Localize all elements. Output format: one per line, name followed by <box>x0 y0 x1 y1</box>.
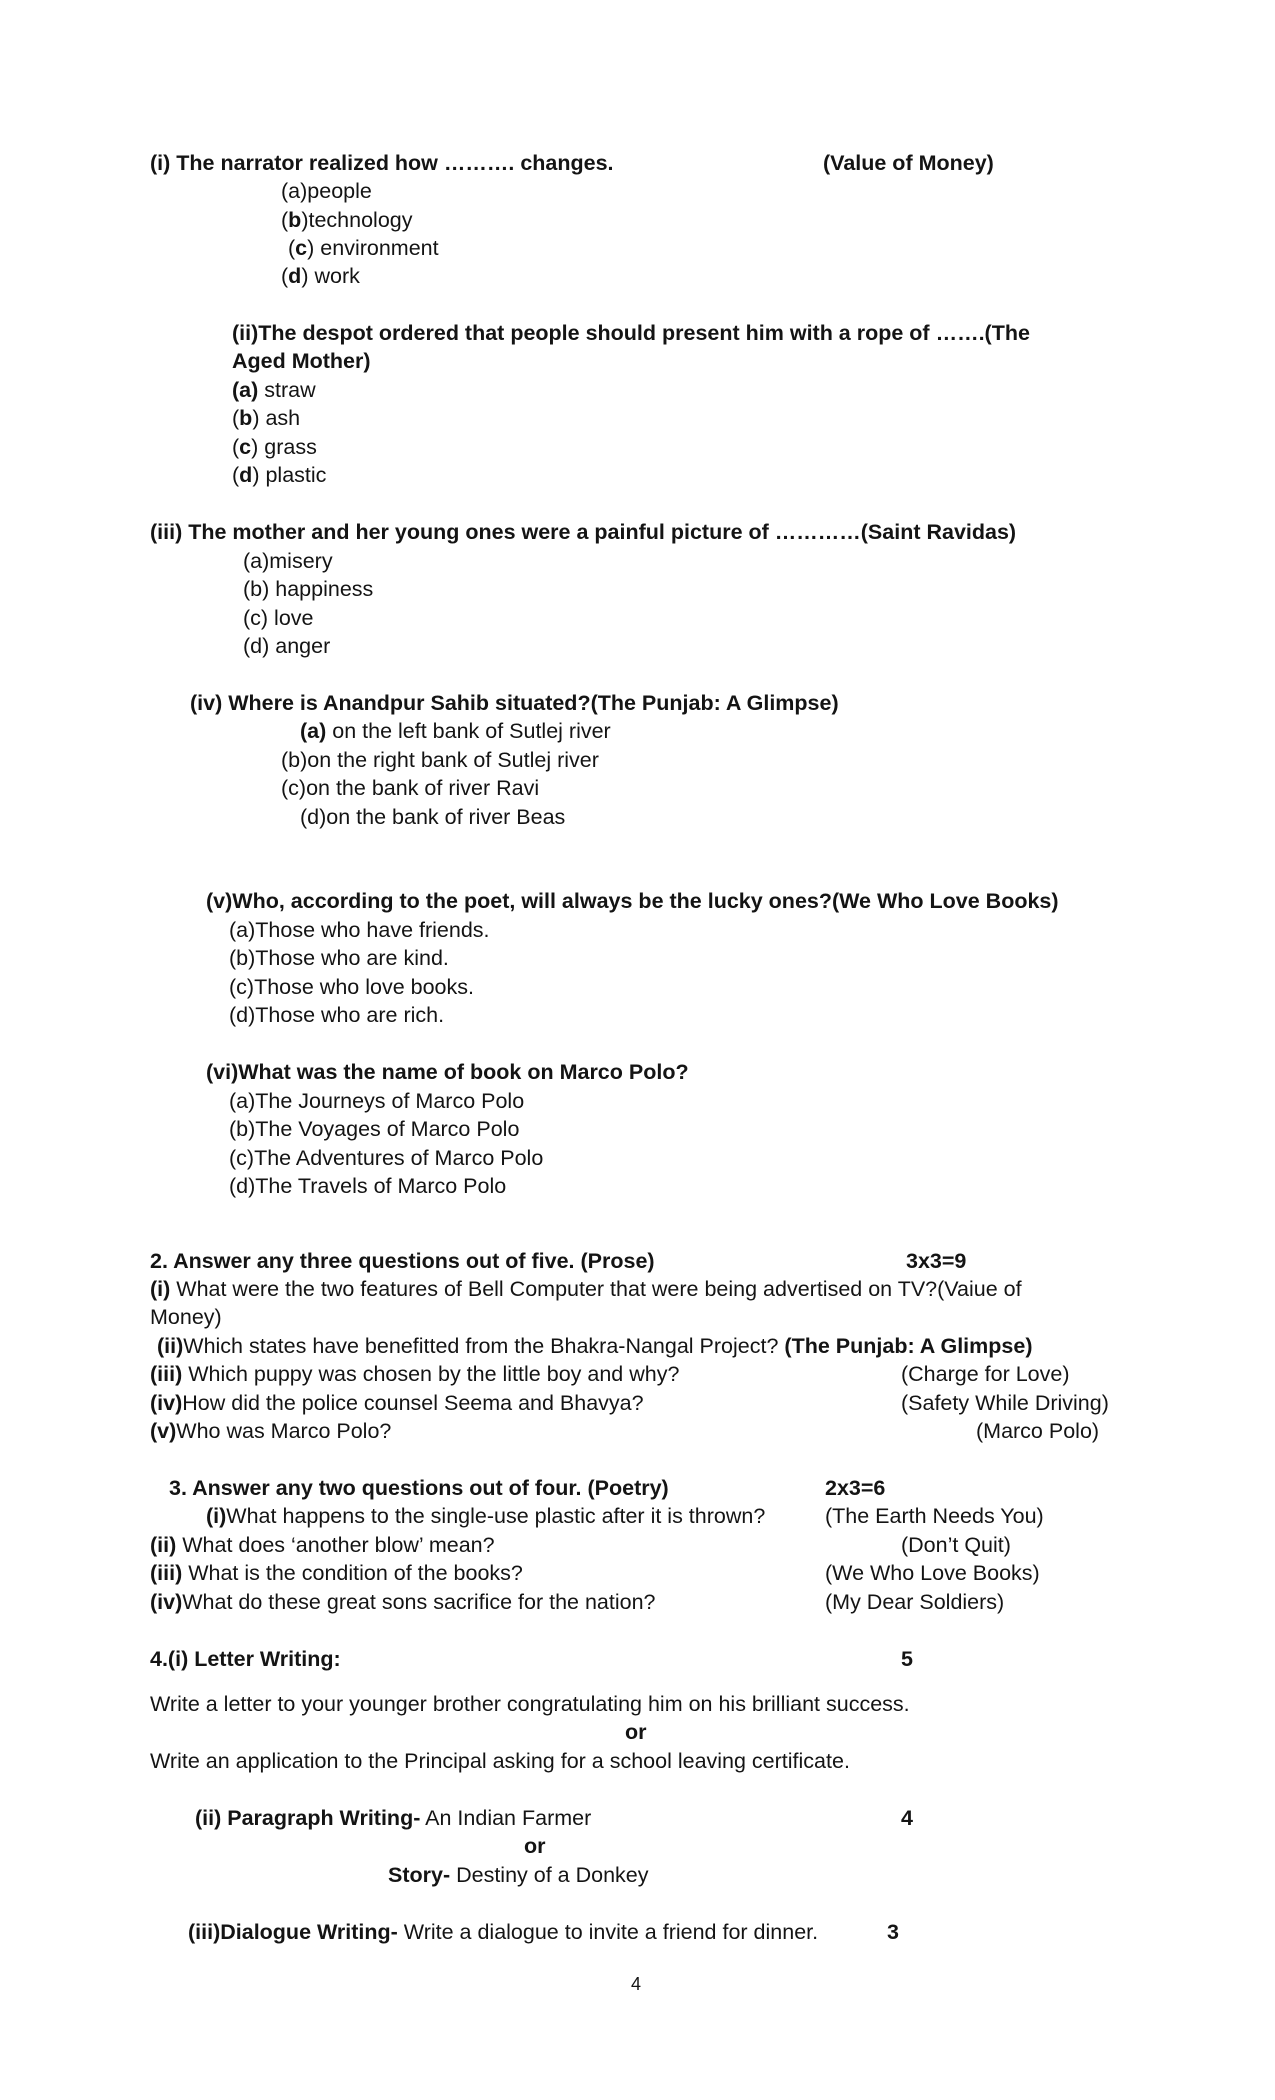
q1-iii-stem: (iii) The mother and her young ones were a painful picture of …………(Saint Ravidas) <box>150 520 1017 544</box>
task-label: (iii)Dialogue Writing- <box>188 1920 398 1944</box>
option-text: ash <box>259 406 301 430</box>
option-text: work <box>308 264 360 288</box>
q2-iii-source: (Charge for Love) <box>901 1362 1070 1386</box>
task-topic: An Indian Farmer <box>420 1806 592 1830</box>
q2-iii <box>150 1360 679 1388</box>
task-topic: Destiny of a Donkey <box>450 1863 649 1887</box>
q2-marks: 3x3=9 <box>906 1249 967 1273</box>
option-letter: d <box>288 264 302 288</box>
q4-iii-marks: 3 <box>887 1920 899 1944</box>
option-text: technology <box>308 208 413 232</box>
q1-vi-option-d: (d)The Travels of Marco Polo <box>229 1174 507 1198</box>
q1-iii-option-b: (b) happiness <box>243 577 374 601</box>
option-letter: c <box>295 236 308 260</box>
option-letter: (a) <box>232 378 259 402</box>
q1-v-option-b: (b)Those who are kind. <box>229 946 449 970</box>
q1-v-option-a: (a)Those who have friends. <box>229 918 490 942</box>
q3-i-source: (The Earth Needs You) <box>825 1504 1044 1528</box>
q3-heading: 3. Answer any two questions out of four. (Poetry) <box>169 1476 669 1500</box>
question-text: What happens to the single-use plastic after it is thrown? <box>226 1504 766 1528</box>
q1-iv-stem: (iv) Where is Anandpur Sahib situated?(The Punjab: A Glimpse) <box>190 691 839 715</box>
q4-i-marks: 5 <box>901 1647 913 1671</box>
q2-ii <box>157 1332 1032 1360</box>
q4-i-heading: 4.(i) Letter Writing: <box>150 1647 341 1671</box>
q2-iv <box>150 1389 644 1417</box>
q4-ii-paragraph <box>195 1804 591 1832</box>
question-text: What were the two features of Bell Computer that were being advertised on TV?(Vaiue of <box>170 1277 1022 1301</box>
q1-iii-option-d: (d) anger <box>243 634 331 658</box>
option-letter: d <box>239 463 253 487</box>
option-text: plastic <box>259 463 327 487</box>
q4-letter-option-2: Write an application to the Principal asking for a school leaving certificate. <box>150 1749 850 1773</box>
q4-or-1: or <box>625 1720 647 1744</box>
q1-iv-option-a <box>300 717 611 745</box>
question-number: (v) <box>150 1419 177 1443</box>
q3-iv-source: (My Dear Soldiers) <box>825 1590 1005 1614</box>
q3-marks: 2x3=6 <box>825 1476 886 1500</box>
q2-i-line1 <box>150 1275 1022 1303</box>
q1-ii-stem-line2: Aged Mother) <box>232 349 371 373</box>
q1-ii-option-d: (d) plastic <box>232 463 327 487</box>
question-text: What do these great sons sacrifice for the nation? <box>182 1590 656 1614</box>
q1-i-option-a: (a)people <box>281 179 372 203</box>
question-text: Which states have benefitted from the Bhakra-Nangal Project? <box>183 1334 779 1358</box>
q1-vi-option-c: (c)The Adventures of Marco Polo <box>229 1146 544 1170</box>
q4-or-2: or <box>524 1834 546 1858</box>
question-text: What does ‘another blow’ mean? <box>176 1533 495 1557</box>
question-number: (iv) <box>150 1590 183 1614</box>
q1-vi-stem: (vi)What was the name of book on Marco Polo? <box>206 1060 689 1084</box>
question-number: (i) <box>206 1504 227 1528</box>
q1-iii-option-c: (c) love <box>243 606 314 630</box>
option-letter: (a) <box>300 719 327 743</box>
q1-vi-option-a: (a)The Journeys of Marco Polo <box>229 1089 525 1113</box>
q1-i-stem: (i) The narrator realized how ………. changes. <box>150 151 614 175</box>
question-source: (The Punjab: A Glimpse) <box>784 1334 1033 1358</box>
question-number: (iii) <box>150 1362 183 1386</box>
option-text: grass <box>258 435 317 459</box>
question-number: (ii) <box>157 1334 184 1358</box>
q4-iii-dialogue <box>188 1918 818 1946</box>
q1-ii-option-c: (c) grass <box>232 435 317 459</box>
q1-iv-option-c: (c)on the bank of river Ravi <box>281 776 540 800</box>
option-text: environment <box>314 236 439 260</box>
question-text: What is the condition of the books? <box>182 1561 523 1585</box>
q3-i <box>206 1502 765 1530</box>
q3-ii-source: (Don’t Quit) <box>901 1533 1011 1557</box>
q3-iv <box>150 1588 656 1616</box>
q1-ii-option-b: (b) ash <box>232 406 301 430</box>
q2-heading: 2. Answer any three questions out of five. (Prose) <box>150 1249 655 1273</box>
q3-iii-source: (We Who Love Books) <box>825 1561 1040 1585</box>
question-number: (ii) <box>150 1533 177 1557</box>
q3-iii <box>150 1559 523 1587</box>
question-number: (iv) <box>150 1391 183 1415</box>
task-label: Story- <box>388 1863 451 1887</box>
option-letter: c <box>239 435 252 459</box>
q1-v-stem: (v)Who, according to the poet, will always be the lucky ones?(We Who Love Books) <box>206 889 1059 913</box>
option-letter: b <box>239 406 253 430</box>
q1-iv-option-d: (d)on the bank of river Beas <box>300 805 566 829</box>
q1-i-option-b: (b)technology <box>281 208 413 232</box>
option-text: on the left bank of Sutlej river <box>326 719 611 743</box>
q3-ii <box>150 1531 495 1559</box>
q2-v-source: (Marco Polo) <box>976 1419 1100 1443</box>
page-number: 4 <box>631 1974 642 1994</box>
q1-v-option-d: (d)Those who are rich. <box>229 1003 445 1027</box>
question-text: How did the police counsel Seema and Bhavya? <box>182 1391 644 1415</box>
q4-letter-option-1: Write a letter to your younger brother congratulating him on his brilliant success. <box>150 1692 910 1716</box>
task-text: Write a dialogue to invite a friend for dinner. <box>397 1920 819 1944</box>
q1-i-source: (Value of Money) <box>823 151 994 175</box>
q2-v <box>150 1417 391 1445</box>
q4-ii-marks: 4 <box>901 1806 913 1830</box>
question-text: Who was Marco Polo? <box>176 1419 392 1443</box>
question-text: Which puppy was chosen by the little boy and why? <box>182 1362 680 1386</box>
q1-ii-option-a <box>232 376 316 404</box>
option-text: straw <box>258 378 316 402</box>
q1-vi-option-b: (b)The Voyages of Marco Polo <box>229 1117 520 1141</box>
q1-iv-option-b: (b)on the right bank of Sutlej river <box>281 748 599 772</box>
option-letter: b <box>288 208 302 232</box>
q4-story <box>388 1861 649 1889</box>
question-number: (i) <box>150 1277 171 1301</box>
q1-iii-option-a: (a)misery <box>243 549 333 573</box>
question-number: (iii) <box>150 1561 183 1585</box>
q1-i-option-c: (c) environment <box>288 236 439 260</box>
q1-i-option-d: (d) work <box>281 264 360 288</box>
q1-v-option-c: (c)Those who love books. <box>229 975 474 999</box>
q2-i-line2: Money) <box>150 1305 222 1329</box>
q2-iv-source: (Safety While Driving) <box>901 1391 1109 1415</box>
task-label: (ii) Paragraph Writing- <box>195 1806 421 1830</box>
q1-ii-stem-line1: (ii)The despot ordered that people should present him with a rope of …….(The <box>232 321 1030 345</box>
